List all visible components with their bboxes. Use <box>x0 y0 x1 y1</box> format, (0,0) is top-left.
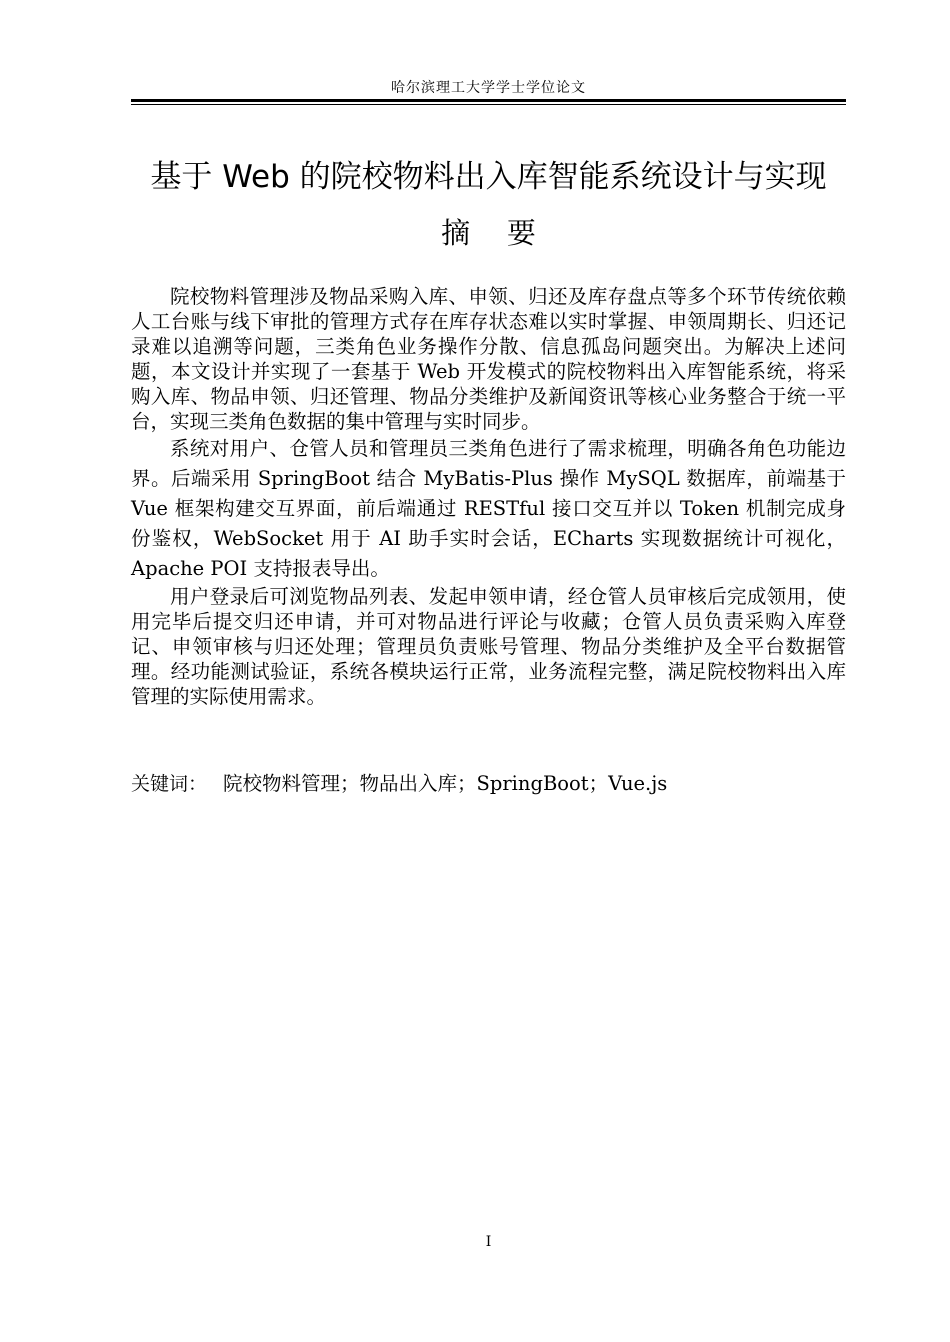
abstract-paragraph-3: 用户登录后可浏览物品列表、发起申领申请，经仓管人员审核后完成领用，使用完毕后提交归还申请，并可对物品进行评论与收藏；仓管人员负责采购入库登记、申领审核与归还处理；管理员负责账号管理、物品分类维护及全平台数据管理。经功能测试验证，系统各模块运行正常，业务流程完整，满足院校物料出入库管理的实际使用需求。 <box>131 585 846 708</box>
header-rule-thick <box>131 99 846 102</box>
keywords-line <box>131 770 846 798</box>
abstract-paragraph-2: 系统对用户、仓管人员和管理员三类角色进行了需求梳理，明确各角色功能边界。后端采用 SpringBoot 结合 MyBatis-Plus 操作 MySQL 数据库，前端基于 Vue 框架构建交互界面，前后端通过 RESTful 接口交互并以 Token 机制完成身份鉴权，WebSocket 用于 AI 助手实时会话，ECharts 实现数据统计可视化，Apache POI 支持报表导出。 <box>131 437 846 580</box>
abstract-paragraph-1: 院校物料管理涉及物品采购入库、申领、归还及库存盘点等多个环节传统依赖人工台账与线下审批的管理方式存在库存状态难以实时掌握、申领周期长、归还记录难以追溯等问题，三类角色业务操作分散、信息孤岛问题突出。为解决上述问题，本文设计并实现了一套基于 Web 开发模式的院校物料出入库智能系统，将采购入库、物品申领、归还管理、物品分类维护及新闻资讯等核心业务整合于统一平台，实现三类角色数据的集中管理与实时同步。 <box>131 285 846 433</box>
abstract-heading: 摘 要 <box>441 216 536 250</box>
thesis-title: 基于 Web 的院校物料出入库智能系统设计与实现 <box>150 159 827 195</box>
page-number: I <box>485 1234 492 1250</box>
keywords-label: 关键词： <box>131 773 208 795</box>
header-rule-thin <box>131 104 846 105</box>
abstract-body <box>131 284 846 709</box>
keywords-value: 院校物料管理；物品出入库；SpringBoot；Vue.js <box>223 772 668 795</box>
running-header: 哈尔滨理工大学学士学位论文 <box>391 80 586 96</box>
